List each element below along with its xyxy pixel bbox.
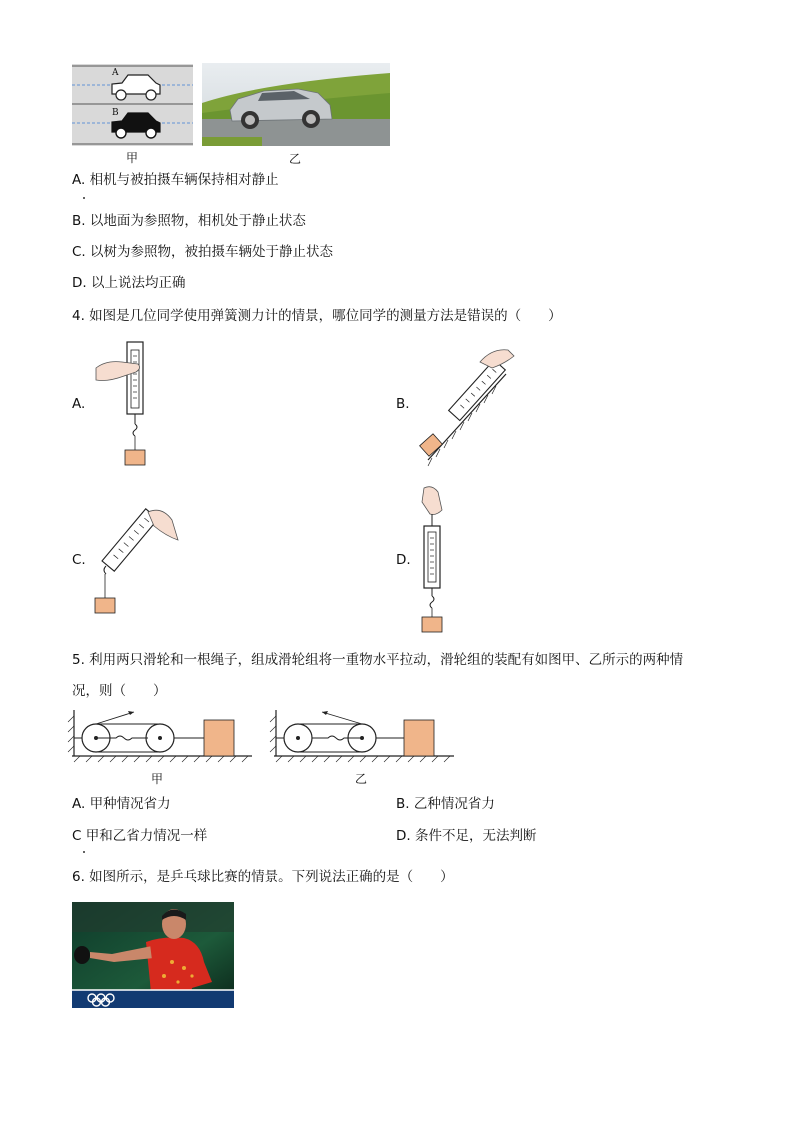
- q5-option-d: D. 条件不足，无法判断: [396, 828, 537, 844]
- cars-diagram: [72, 64, 193, 146]
- spring-scale-figure-d: [410, 486, 470, 636]
- pulley-figure-jia: [72, 708, 254, 762]
- q4-option-c-label: C.: [72, 552, 86, 568]
- q5-figure-jia-caption: 甲: [151, 772, 164, 786]
- car-b-label: B: [112, 108, 119, 118]
- mark-dot: [83, 851, 85, 853]
- car-a-label: A: [112, 68, 119, 78]
- q4-stem: 4. 如图是几位同学使用弹簧测力计的情景，哪位同学的测量方法是错误的（ ）: [72, 308, 562, 324]
- photo-table-tennis: [72, 902, 234, 1008]
- pulley-figure-yi: [274, 708, 456, 762]
- photo-moving-car: [202, 63, 390, 146]
- q4-option-b-label: B.: [396, 396, 410, 412]
- q5-option-c: C 甲和乙省力情况一样: [72, 828, 208, 844]
- spring-scale-figure-b: [418, 342, 518, 467]
- q5-stem-line2: 况，则（ ）: [72, 683, 167, 699]
- q4-option-d-label: D.: [396, 552, 411, 568]
- mark-dot: [83, 197, 85, 199]
- figure-yi-caption: 乙: [289, 152, 302, 166]
- q3-option-a: A. 相机与被拍摄车辆保持相对静止: [72, 172, 279, 188]
- table-tennis-photo: [72, 902, 234, 1008]
- q3-option-b: B. 以地面为参照物，相机处于静止状态: [72, 213, 306, 229]
- spring-scale-figure-a: [92, 340, 162, 470]
- q4-option-a-label: A.: [72, 396, 86, 412]
- q3-option-d: D. 以上说法均正确: [72, 275, 186, 291]
- q6-stem: 6. 如图所示，是乒乓球比赛的情景。下列说法正确的是（ ）: [72, 869, 454, 885]
- spring-scale-figure-c: [92, 500, 182, 620]
- q5-figure-yi-caption: 乙: [355, 772, 368, 786]
- q5-option-a: A. 甲种情况省力: [72, 796, 171, 812]
- q3-option-c: C. 以树为参照物，被拍摄车辆处于静止状态: [72, 244, 334, 260]
- q5-option-b: B. 乙种情况省力: [396, 796, 495, 812]
- figure-jia-caption: 甲: [126, 151, 139, 165]
- figure-jia-cars: [72, 64, 193, 146]
- q5-stem-line1: 5. 利用两只滑轮和一根绳子，组成滑轮组将一重物水平拉动，滑轮组的装配有如图甲、乙所示的两种情: [72, 652, 684, 668]
- car-photo: [202, 63, 390, 146]
